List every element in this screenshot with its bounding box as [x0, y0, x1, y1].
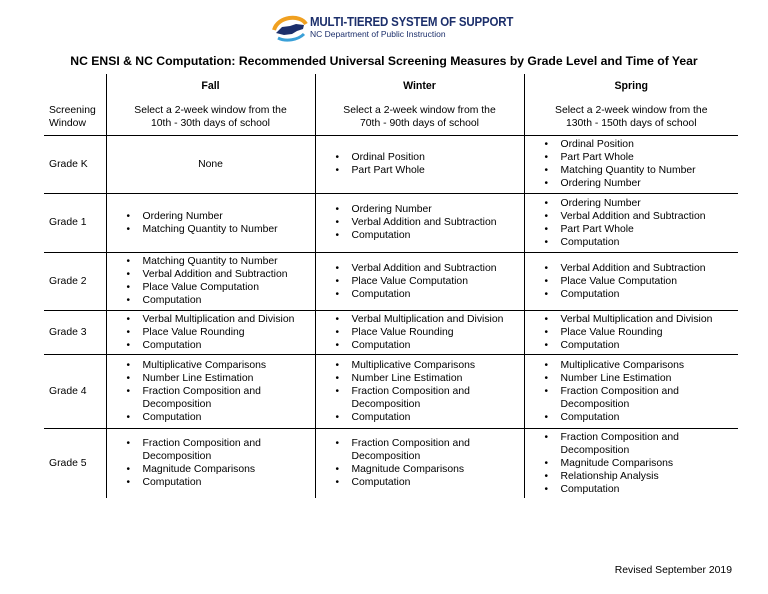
cell-winter [315, 135, 524, 193]
cell-fall [106, 193, 315, 252]
measure-item: • Computation [127, 411, 315, 424]
measure-item: • Place Value Rounding [545, 326, 739, 339]
measure-item: • Verbal Addition and Subtraction [545, 262, 739, 275]
measure-item: • Verbal Multiplication and Division [336, 313, 524, 326]
measure-item: • Place Value Computation [336, 275, 524, 288]
column-header-spring: Spring [524, 74, 738, 99]
cell-fall [106, 428, 315, 498]
measure-item: • Part Part Whole [336, 164, 524, 177]
measure-list [525, 138, 739, 190]
measure-item: • Number Line Estimation [336, 372, 524, 385]
measure-list [316, 313, 524, 352]
grade-row [44, 354, 738, 428]
measure-list [107, 359, 315, 424]
cell-winter [315, 252, 524, 310]
measure-item: • Computation [545, 411, 739, 424]
measure-item: • Multiplicative Comparisons [127, 359, 315, 372]
cell-spring [524, 193, 738, 252]
measure-item: • Computation [127, 476, 315, 489]
measure-item: • Fraction Composition and Decomposition [545, 385, 739, 411]
row-label: Screening Window [49, 104, 96, 129]
measure-item: • Magnitude Comparisons [336, 463, 524, 476]
measure-item: • Fraction Composition and Decomposition [127, 385, 315, 411]
window-spring: Select a 2-week window from the 130th - 150th days of school [524, 99, 738, 135]
measure-item: • Ordering Number [545, 197, 739, 210]
measure-item: • Number Line Estimation [127, 372, 315, 385]
measure-list [316, 359, 524, 424]
measure-list [316, 262, 524, 301]
cell-winter [315, 354, 524, 428]
measure-item: • Computation [336, 339, 524, 352]
grade-label: Grade K [44, 135, 106, 193]
measure-item: • Ordering Number [127, 210, 315, 223]
grade-row [44, 252, 738, 310]
measure-list [316, 151, 524, 177]
grade-label: Grade 2 [44, 252, 106, 310]
cell-fall: None [106, 135, 315, 193]
measure-list [107, 255, 315, 307]
measure-list [316, 203, 524, 242]
page-title: NC ENSI & NC Computation: Recommended Universal Screening Measures by Grade Level and Time of Year [70, 54, 698, 68]
grade-row [44, 310, 738, 354]
cell-spring [524, 135, 738, 193]
measure-item: • Verbal Addition and Subtraction [336, 216, 524, 229]
revised-date: Revised September 2019 [614, 565, 732, 576]
measure-item: • Place Value Rounding [336, 326, 524, 339]
screening-window-row [44, 99, 738, 135]
cell-winter [315, 310, 524, 354]
column-header-winter: Winter [315, 74, 524, 99]
measure-item: • Number Line Estimation [545, 372, 739, 385]
measure-item: • Multiplicative Comparisons [545, 359, 739, 372]
measure-item: • Matching Quantity to Number [127, 255, 315, 268]
measure-item: • Place Value Rounding [127, 326, 315, 339]
measure-item: • Ordinal Position [336, 151, 524, 164]
measure-item: • Computation [336, 476, 524, 489]
grade-row [44, 135, 738, 193]
measure-item: • Relationship Analysis [545, 470, 739, 483]
measure-list [525, 313, 739, 352]
grade-label: Grade 3 [44, 310, 106, 354]
grade-row [44, 428, 738, 498]
header-row [44, 74, 738, 99]
grade-row [44, 193, 738, 252]
measure-item: • Fraction Composition and Decomposition [127, 437, 315, 463]
measure-list [107, 437, 315, 489]
measure-item: • Place Value Computation [545, 275, 739, 288]
measure-item: • Computation [545, 483, 739, 496]
measure-item: • Magnitude Comparisons [545, 457, 739, 470]
measure-item: • Ordering Number [336, 203, 524, 216]
measure-list [525, 359, 739, 424]
measure-item: • Verbal Addition and Subtraction [545, 210, 739, 223]
mtss-logo [270, 8, 514, 42]
cell-winter [315, 193, 524, 252]
window-fall: Select a 2-week window from the 10th - 30th days of school [106, 99, 315, 135]
measure-item: • Fraction Composition and Decomposition [336, 437, 524, 463]
cell-spring [524, 310, 738, 354]
cell-spring [524, 354, 738, 428]
cell-fall [106, 354, 315, 428]
department-name: NC Department of Public Instruction [310, 29, 446, 39]
grade-label: Grade 4 [44, 354, 106, 428]
measure-item: • Verbal Multiplication and Division [127, 313, 315, 326]
measure-item: • Computation [336, 411, 524, 424]
org-name: MULTI-TIERED SYSTEM OF SUPPORT [310, 15, 514, 29]
measure-item: • Verbal Addition and Subtraction [336, 262, 524, 275]
measure-item: • Place Value Computation [127, 281, 315, 294]
grade-label: Grade 1 [44, 193, 106, 252]
measure-list [107, 313, 315, 352]
cell-fall [106, 252, 315, 310]
measure-item: • Computation [127, 339, 315, 352]
cell-spring [524, 428, 738, 498]
measure-item: • Computation [545, 236, 739, 249]
cell-spring [524, 252, 738, 310]
grade-label: Grade 5 [44, 428, 106, 498]
measure-item: • Fraction Composition and Decomposition [545, 431, 739, 457]
measure-item: • Matching Quantity to Number [127, 223, 315, 236]
measure-item: • Computation [336, 288, 524, 301]
measure-item: • Part Part Whole [545, 151, 739, 164]
measure-list [525, 431, 739, 496]
measure-item: • Computation [545, 288, 739, 301]
cell-winter [315, 428, 524, 498]
measure-list [316, 437, 524, 489]
measure-list [525, 197, 739, 249]
measure-item: • Matching Quantity to Number [545, 164, 739, 177]
measure-item: • Fraction Composition and Decomposition [336, 385, 524, 411]
measure-item: • Verbal Addition and Subtraction [127, 268, 315, 281]
measure-item: • Computation [127, 294, 315, 307]
screening-table [44, 74, 738, 498]
cell-fall [106, 310, 315, 354]
measure-item: • Magnitude Comparisons [127, 463, 315, 476]
measure-item: • Computation [336, 229, 524, 242]
measure-item: • Part Part Whole [545, 223, 739, 236]
measure-item: • Multiplicative Comparisons [336, 359, 524, 372]
window-winter: Select a 2-week window from the 70th - 90th days of school [315, 99, 524, 135]
measure-list [525, 262, 739, 301]
measure-item: • Ordinal Position [545, 138, 739, 151]
measure-list [107, 210, 315, 236]
column-header-corner [44, 74, 106, 99]
column-header-fall: Fall [106, 74, 315, 99]
measure-item: • Computation [545, 339, 739, 352]
nc-state-logo-icon [270, 8, 308, 42]
measure-item: • Ordering Number [545, 177, 739, 190]
measure-item: • Verbal Multiplication and Division [545, 313, 739, 326]
